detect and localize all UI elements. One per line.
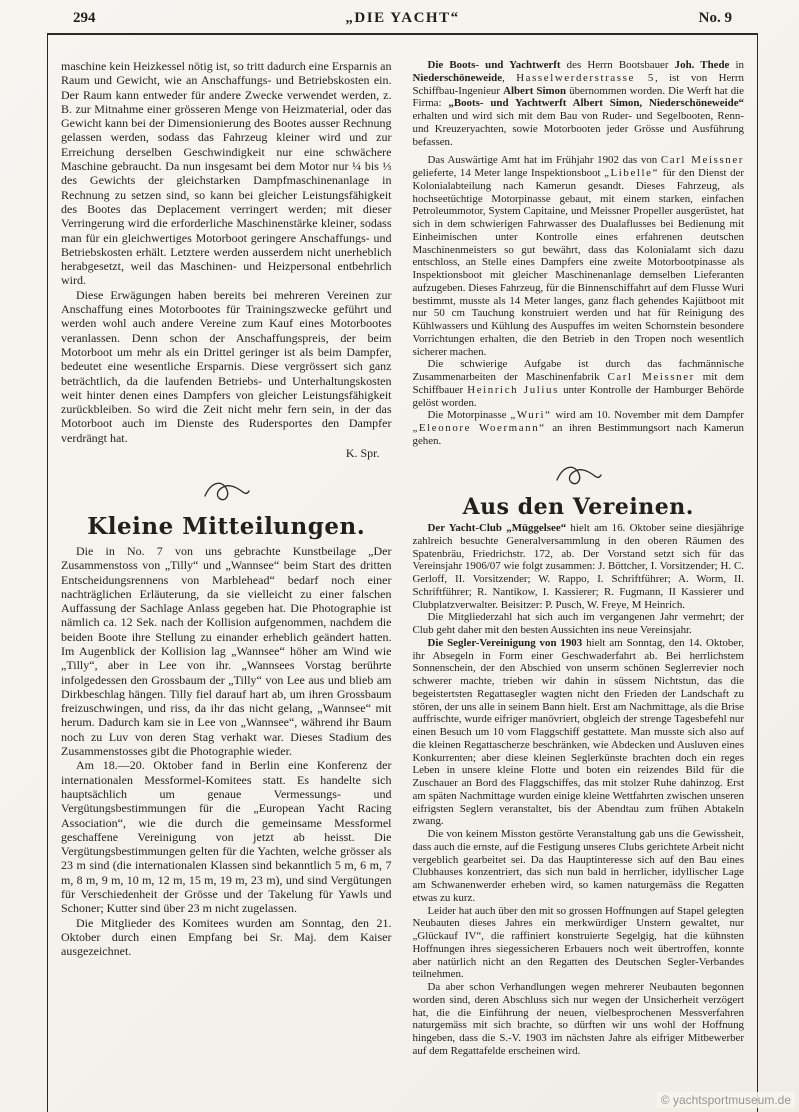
columns-container [48,35,757,1058]
text-run-b: Joh. Thede [674,59,730,71]
page-number: 294 [73,10,96,26]
text-run-sp: „Wuri“ [510,409,552,422]
text-run-sp: Hasselwerderstrasse 5 [516,71,655,84]
page-frame [47,33,758,1112]
page-header [47,10,758,27]
paragraph: Die Mitgliederzahl hat sich auch im vergangenen Jahr vermehrt; der Club geht daher mit den besten Aussichten ins neue Vereinsjahr. [412,611,744,636]
paragraph: maschine kein Heizkessel nötig ist, so tritt dadurch eine Ersparnis an Raum und Gewicht, wie an Anschaffungs- und Betriebskosten ein. Der Raum kann entweder für andere Zwecke verwendet werden, z. B. zur Mitnahme einer grösseren Menge von Heizmaterial, oder das Gewicht kann bei der Dimensionierung des Bootes ausser Rechnung gelassen werden, sodass das Fahrzeug kleiner wird und zur Erreichung derselben Geschwindigkeit nur eine schwächere Maschine gebraucht. Da nun insgesamt bei dem Motor nur ¼ bis ⅓ des Gewichts der gleichstarken Dampfmaschinenanlage in Rechnung zu setzen sind, so kann bei gleicher Leistungsfähigkeit des Bootes das Deplacement verringert werden; mit dieser Verringerung wird die erforderliche Maschinenstärke kleiner, sodass man für ein gleichwertiges Motorboot geringere Anschaffungs- und Betriebskosten erhält. Letztere werden ausserdem nicht unerheblich herabgesetzt, weil das Maschinen- und Heizpersonal entbehrlich wird. [61,59,392,288]
text-run-sp: Heinrich Julius [467,383,559,396]
paragraph: Da aber schon Verhandlungen wegen mehrerer Neubauten begonnen worden sind, deren Abschluss sich nur wegen der Unsicherheit verzögert hat, die die Einführung der neuen, vielbesprochenen Messverfahren naturgemäss mit sich brachte, so dürften wir uns wohl der Hoffnung hingeben, dass die S.-V. 1903 im nächsten Jahre als eifriger Mitbewerber auf dem Regattafelde erscheinen wird. [412,981,744,1057]
watermark-credit: © yachtsportmuseum.de [657,1092,795,1108]
text-run-b: „Boots- und Yachtwerft Albert Simon, Niederschöneweide“ [448,97,744,110]
paragraph: Die Segler-Vereinigung von 1903 hielt am Sonntag, den 14. Oktober, ihr Absegeln in Form einer Geschwaderfahrt ab. Bei herrlichstem Sonnenschein, der den Abschied von unserm schönen Seglerrevier noch schwerer machte, trieben wir dahin in süssem Nichtstun, das die begeistertsten Regattasegler wagten nicht den Frieden der Landschaft zu stören, der uns alle in seinem Bann hielt. Erst am Nachmittage, als die Brise auffrischte, wurde eifriger manövriert, obgleich der strenge Tagesbefehl nur einen Besuch um 10 vom Flaggschiff gestattete. Man musste sich also auf die kleinen Regattascherze beschränken, wie Abdecken und Ausluven eines Konkurrenten; aber diese kleinen Seglerkünste brachten doch ein reges Leben in unsere kleine Flotte und boten ein reizendes Bild für die Zuschauer an Bord des Flaggschiffes, das mit stolzer Ruhe dahinzog. Erst am späten Nachmittage wurden einige kleine Wettfahrten zwischen unseren eifrigsten Seglern veranstaltet, bis der Abendtau zum frühen Abtakeln zwang. [412,636,745,828]
text-run-sp: „Libelle“ [604,167,660,179]
author-signature: K. Spr. [345,446,380,461]
text-run-b: Die Segler-Vereinigung von 1903 [427,636,583,649]
paragraph: Die in No. 7 von uns gebrachte Kunstbeilage „Der Zusammenstoss von „Tilly“ und „Wannsee“ beim Start des dritten Entscheidungsrennens von Marblehead“ bedarf noch einer nachträglichen Erläuterung, da sie vielleicht zu einer falschen Auffassung der Sachlage Anlass gegeben hat. Die Photographie ist nämlich ca. 12 Sek. nach der Kollision aufgenommen, nachdem die beiden Boote ihre Stellung zu einander erheblich geändert hatten. Im Augenblick der Kollision lag „Wannsee“ höher am Wind wie „Tilly“, aber in Lee von ihr. „Wannsees Vorstag berührte infolgedessen den Grossbaum der „Tilly“ von Lee aus und blieb am Dirkbeschlag hängen. Tilly fiel darauf hart ab, um ihren Grossbaum freizuschwingen, und riss, da ihr das nicht gelang, „Wannsee“ mit herum. Dadurch kam sie in Lee von „Wannsee“, während ihr Baum noch zu Luv von deren Stag verhakt war. Dieses Stadium des Zusammenstosses gibt die Photographie wieder. [61,543,392,759]
paragraph: Die Boots- und Yachtwerft des Herrn Bootsbauer Joh. Thede in Niederschöneweide, Hasselwerderstrasse 5, ist von Herrn Schiffbau-Ingenieur Albert Simon übernommen worden. Die Werft hat die Firma: „Boots- und Yachtwerft Albert Simon, Niederschöneweide“ erhalten und wird sich mit dem Bau von Ruder- und Segelbooten, Renn- und Kreuzeryachten, sowie Motorbooten jeder Grösse und Ausführung befassen. [412,59,744,148]
text-run-sp: „Eleonore Woermann“ [412,422,546,434]
paragraph: Das Auswärtige Amt hat im Frühjahr 1902 das von Carl Meissner gelieferte, 14 Meter lange Inspektionsboot „Libelle“ für den Dienst der Kolonialabteilung nach Kamerun gesandt. Dieses Fahrzeug, als hochseetüchtige Motorpinasse gebaut, mit einem starken, einfachen Petroleummotor, System Capitaine, und Meissner Propeller ausgerüstet, hat sich in dem schwierigen Fahrwasser des Dualaflusses bei Bedienung mit Einheimischen unter Kontrolle eines erfahrenen deutschen Maschinenmeisters so gut bewährt, dass das Kolonialamt sich dazu entschloss, an Stelle eines Dampfers eine zweite Motorbootpinasse als Inspektionsboot mit gleicher Maschinenanlage demselben Lieferanten aufzugeben. Dieses Fahrzeug, für die Binnenschiffahrt auf dem Flusse Wuri bestimmt, musste als 14 Meter langes, ganz flach gehendes Kajütboot mit nur 50 cm Tauchung konstruiert werden und hat für Reinigung des Kühlwassers und Kühlung des Auspuffes im weiten Schornstein besondere Vorrichtungen erhalten, die den Betrieb in den Tropen noch wesentlich sicherer machen. [412,154,744,358]
paragraph: Die Motorpinasse „Wuri“ wird am 10. November mit dem Dampfer „Eleonore Woermann“ an ihren Bestimmungsort nach Kamerun gehen. [412,409,744,447]
masthead-title: „DIE YACHT“ [345,10,460,26]
paragraph: Leider hat auch über den mit so grossen Hoffnungen auf Stapel gelegten Neubauten dieses Jahres ein merkwürdiger Unstern gewaltet, nur „Glückauf IV“, die raffiniert konstruierte Segelgig, hat die kühnsten Hoffnungen ihres siegessicheren Erbauers noch weit übertroffen, konnte aber natürlich nicht an den Regatten des Deutschen Segler-Verbandes teilnehmen. [412,904,744,981]
section-title-aus-den-vereinen: Aus den Vereinen. [462,494,694,521]
paragraph: Der Yacht-Club „Müggelsee“ hielt am 16. Oktober seine diesjährige zahlreich besuchte Generalversammlung in den oberen Räumen des Spatenbräu, Friedrichstr. 172, ab. Der Vorstand setzt sich für das Vereinsjahr 1906/07 wie folgt zusammen: J. Böttcher, I. Vorsitzender; H. C. Gerloff, II. Vorsitzender; W. Rappo, I. Schriftführer; A. Worm, II. Schriftführer; R. Nantikow, I. Kassierer; R. Fugmann, II Kassierer und Clubplatzverwalter. Beisitzer: P. Pusch, W. Freye, M Heinrich. [412,522,744,611]
paragraph: Die schwierige Aufgabe ist durch das fachmännische Zusammenarbeiten der Maschinenfabrik Carl Meissner mit dem Schiffbauer Heinrich Julius unter Kontrolle der Hamburger Behörde gelöst worden. [412,358,745,409]
ornament-flourish-icon [61,476,392,511]
text-run-sp: Carl Meissner [660,154,744,167]
ornament-flourish-icon [413,460,745,496]
issue-number: No. 9 [698,10,732,26]
text-run-b: Der Yacht-Club „Müggelsee“ [427,522,567,534]
section-title-kleine-mitteilungen: Kleine Mitteilungen. [87,512,366,540]
paragraph: Die von keinem Misston gestörte Veranstaltung gab uns die Gewissheit, dass auch die ernste, auf die Festigung unseres Clubs gerichtete Arbeit nicht vergeblich gearbeitet sei. Da das Hauptinteresse sich auf den Bau eines Clubhauses konzentriert, das sich nun bald in herrlicher, idyllischer Lage am Schwanenwerder erheben wird, so kamen naturgemäss die Regatten etwas zu kurz. [412,828,744,904]
text-run-sp: Carl Meissner [607,371,695,383]
paragraph: Diese Erwägungen haben bereits bei mehreren Vereinen zur Anschaffung eines Motorbootes für Trainingszwecke geführt und werden wohl auch andere Vereine zum Kauf eines Motorbootes veranlassen. Denn schon der Anschaffungspreis, der beim Motorboot um mehr als ein Drittel geringer ist als beim Dampfer, bedeutet eine wesentliche Ersparnis. Diese vergrössert sich ganz beträchtlich, da die laufenden Betriebs- und Unterhaltungskosten weit hinter denen eines Dampfers von gleicher Leistungsfähigkeit zurückbleiben. So wird die Zeit nicht mehr fern sein, in der das Motorboot auch im Dienste des Rudersportes den Dampfer verdrängt hat. [61,287,392,445]
paragraph: Die Mitglieder des Komitees wurden am Sonntag, den 21. Oktober durch einen Empfang bei Sr. Maj. dem Kaiser ausgezeichnet. [61,915,392,959]
paragraph: Am 18.—20. Oktober fand in Berlin eine Konferenz der internationalen Messformel-Komitees statt. Es handelte sich hauptsächlich um genaue Vermessungs- und Vergütungsbestimmungen für die „European Yacht Racing Association“, wie die durch die gemeinsame Messformel geschaffene Vereinigung von jetzt ab heisst. Die Vergütungsbestimmungen gelten für die Yachten, welche grösser als 23 m sind (die internationalen Klassen sind bekanntlich 5 m, 6 m, 7 m, 8 m, 9 m, 10 m, 12 m, 15 m, 19 m, 23 m), und sind Vergütungen für Verschiedenheit der Grösse und der Takelung für Yawls und Schoner; Kutter sind über 23 m nicht zugelassen. [61,758,392,916]
text-run-b: Die Boots- und Yachtwerft [427,59,561,71]
right-column [413,59,745,1058]
text-run-b: Niederschöneweide [412,71,503,84]
text-run-b: Albert Simon [503,84,567,97]
left-column [61,59,392,1058]
